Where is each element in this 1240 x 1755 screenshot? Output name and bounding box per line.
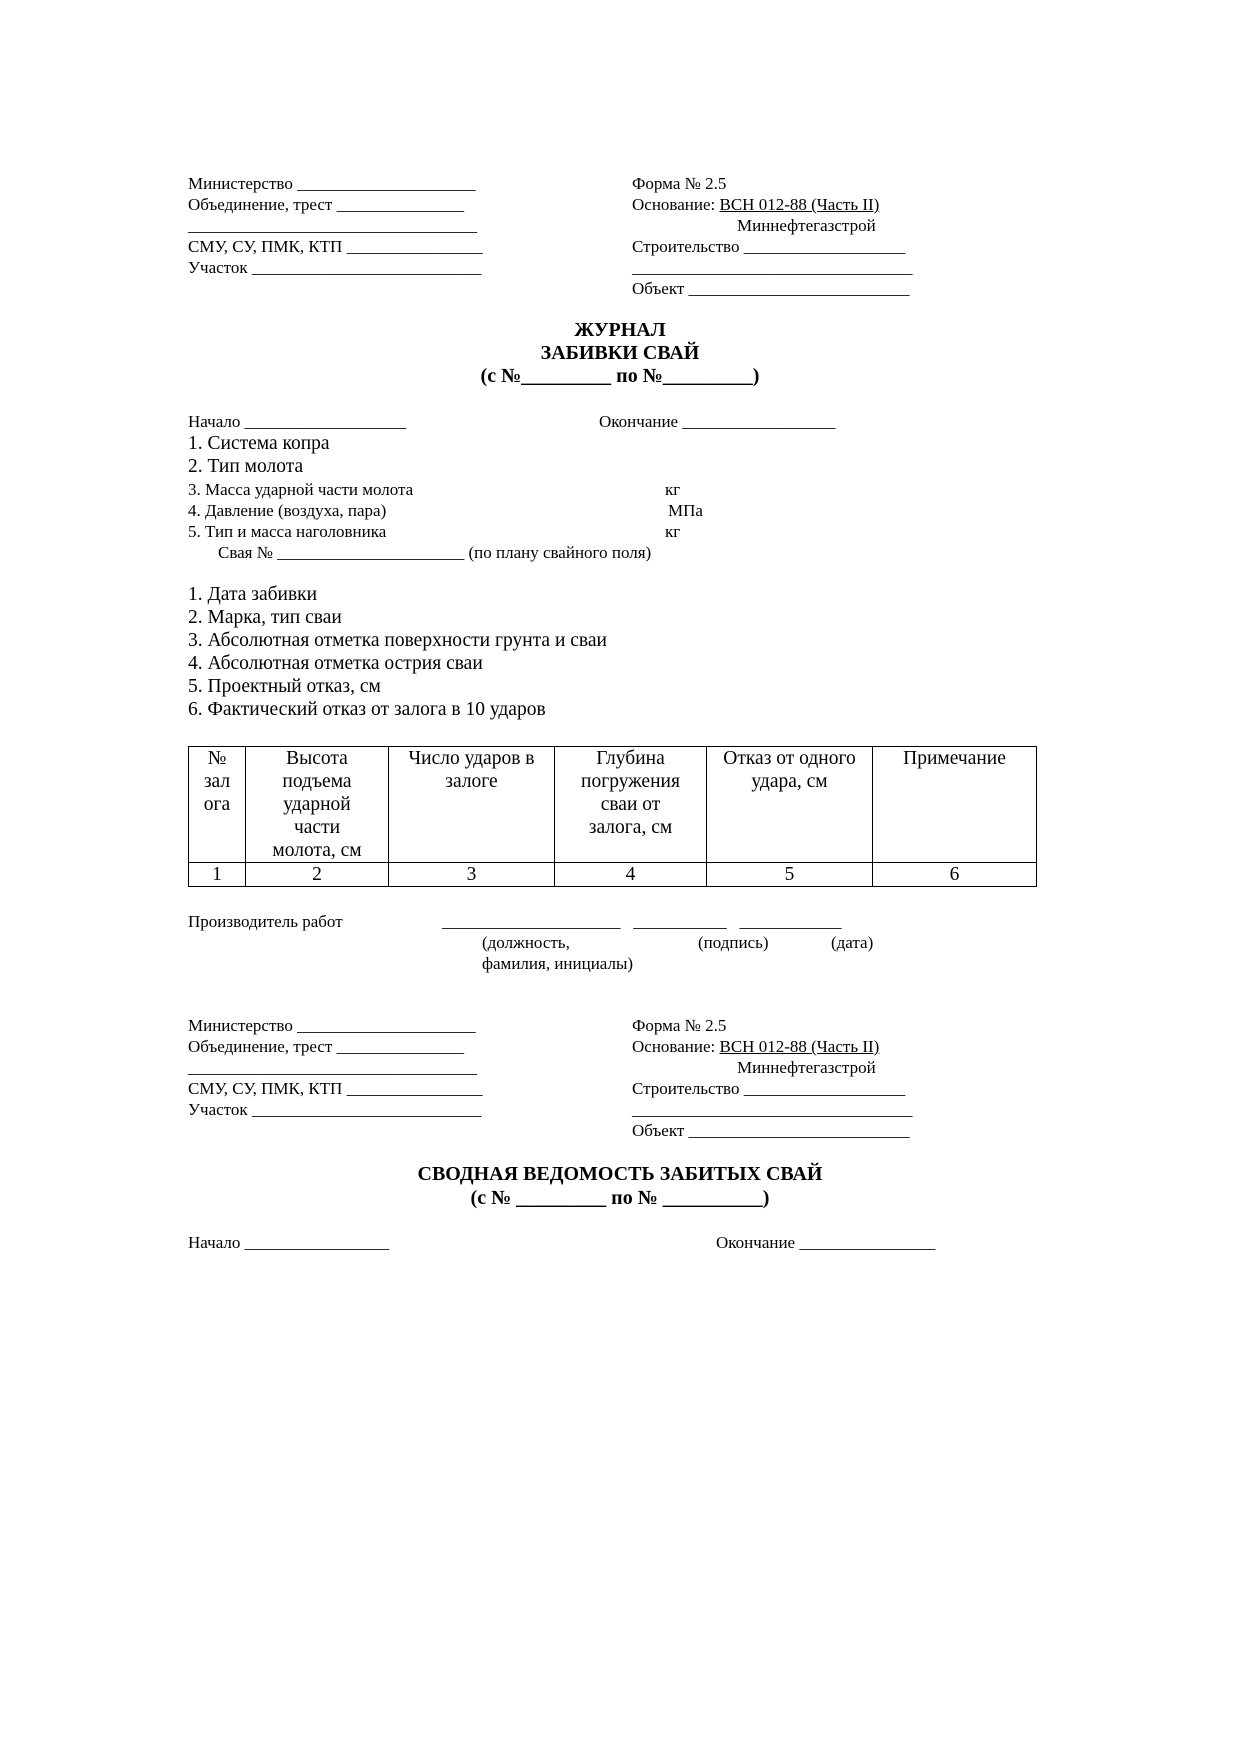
column-header: № зал ога <box>189 747 246 863</box>
object-field: Объект __________________________ <box>632 1121 910 1140</box>
pile-item: 3. Абсолютная отметка поверхности грунта и сваи <box>188 630 607 651</box>
pile-number-field: Свая № ______________________ (по плану свайного поля) <box>218 543 652 562</box>
pile-item: 6. Фактический отказ от залога в 10 ударов <box>188 699 546 720</box>
journal-title: ЖУРНАЛ <box>574 319 666 341</box>
column-header: Примечание <box>873 747 1037 863</box>
end-field: Окончание ________________ <box>716 1233 936 1252</box>
column-header: Отказ от одного удара, см <box>707 747 873 863</box>
journal-subtitle: ЗАБИВКИ СВАЙ <box>540 342 700 364</box>
site-field: Участок ___________________________ <box>188 258 482 277</box>
column-number: 3 <box>389 863 555 887</box>
param-unit: кг <box>665 480 681 499</box>
param-label: 3. Масса ударной части молота <box>188 480 414 499</box>
work-manager-label: Производитель работ <box>188 912 343 931</box>
end-field: Окончание __________________ <box>599 412 836 431</box>
param-label: 5. Тип и масса наголовника <box>188 522 387 541</box>
basis-value: ВСН 012-88 (Часть II) <box>719 1037 880 1056</box>
param-unit: кг <box>665 522 681 541</box>
blank-line: __________________________________ <box>188 1058 477 1077</box>
ministry-name: Миннефтегазстрой <box>737 216 876 235</box>
equipment-item: 2. Тип молота <box>188 456 304 477</box>
smu-field: СМУ, СУ, ПМК, КТП ________________ <box>188 237 483 256</box>
column-number: 1 <box>189 863 246 887</box>
trust-field: Объединение, трест _______________ <box>188 1037 465 1056</box>
ministry-field: Министерство _____________________ <box>188 1016 476 1035</box>
journal-range: (с №_________ по №_________) <box>480 365 760 387</box>
ministry-field: Министерство _____________________ <box>188 174 476 193</box>
form-number: Форма № 2.5 <box>632 1016 727 1035</box>
column-number: 2 <box>246 863 389 887</box>
ministry-name: Миннефтегазстрой <box>737 1058 876 1077</box>
construction-field: Строительство ___________________ <box>632 1079 906 1098</box>
pile-item: 1. Дата забивки <box>188 584 318 605</box>
column-header: Глубина погружения сваи от залога, см <box>555 747 707 863</box>
construction-field: Строительство ___________________ <box>632 237 906 256</box>
column-header: Число ударов в залоге <box>389 747 555 863</box>
pile-item: 4. Абсолютная отметка острия сваи <box>188 653 483 674</box>
basis-line <box>632 194 879 215</box>
smu-field: СМУ, СУ, ПМК, КТП ________________ <box>188 1079 483 1098</box>
table-header-row <box>189 747 1037 863</box>
start-field: Начало ___________________ <box>188 412 407 431</box>
summary-title: СВОДНАЯ ВЕДОМОСТЬ ЗАБИТЫХ СВАЙ <box>417 1163 823 1185</box>
param-label: 4. Давление (воздуха, пара) <box>188 501 387 520</box>
param-unit: МПа <box>668 501 703 520</box>
caption-name: фамилия, инициалы) <box>482 954 634 973</box>
column-header: Высота подъема ударной части молота, см <box>246 747 389 863</box>
caption-position: (должность, <box>482 933 570 952</box>
blank-line: _________________________________ <box>632 1100 913 1119</box>
column-number: 4 <box>555 863 707 887</box>
blank-line: _________________________________ <box>632 258 913 277</box>
pile-item: 5. Проектный отказ, см <box>188 676 381 697</box>
equipment-item: 1. Система копра <box>188 433 330 454</box>
start-field: Начало _________________ <box>188 1233 390 1252</box>
basis-line <box>632 1036 879 1057</box>
pile-item: 2. Марка, тип сваи <box>188 607 342 628</box>
basis-label: Основание: <box>632 1037 720 1056</box>
column-number: 5 <box>707 863 873 887</box>
trust-field: Объединение, трест _______________ <box>188 195 465 214</box>
table-row <box>189 863 1037 887</box>
signature-lines: _____________________ ___________ ____________ <box>442 912 842 931</box>
summary-range: (с № _________ по № __________) <box>470 1187 770 1209</box>
object-field: Объект __________________________ <box>632 279 910 298</box>
basis-label: Основание: <box>632 195 720 214</box>
caption-signature: (подпись) <box>698 933 769 952</box>
blows-table <box>188 746 1037 887</box>
caption-date: (дата) <box>831 933 874 952</box>
form-number: Форма № 2.5 <box>632 174 727 193</box>
basis-value: ВСН 012-88 (Часть II) <box>719 195 880 214</box>
site-field: Участок ___________________________ <box>188 1100 482 1119</box>
column-number: 6 <box>873 863 1037 887</box>
blank-line: __________________________________ <box>188 216 477 235</box>
